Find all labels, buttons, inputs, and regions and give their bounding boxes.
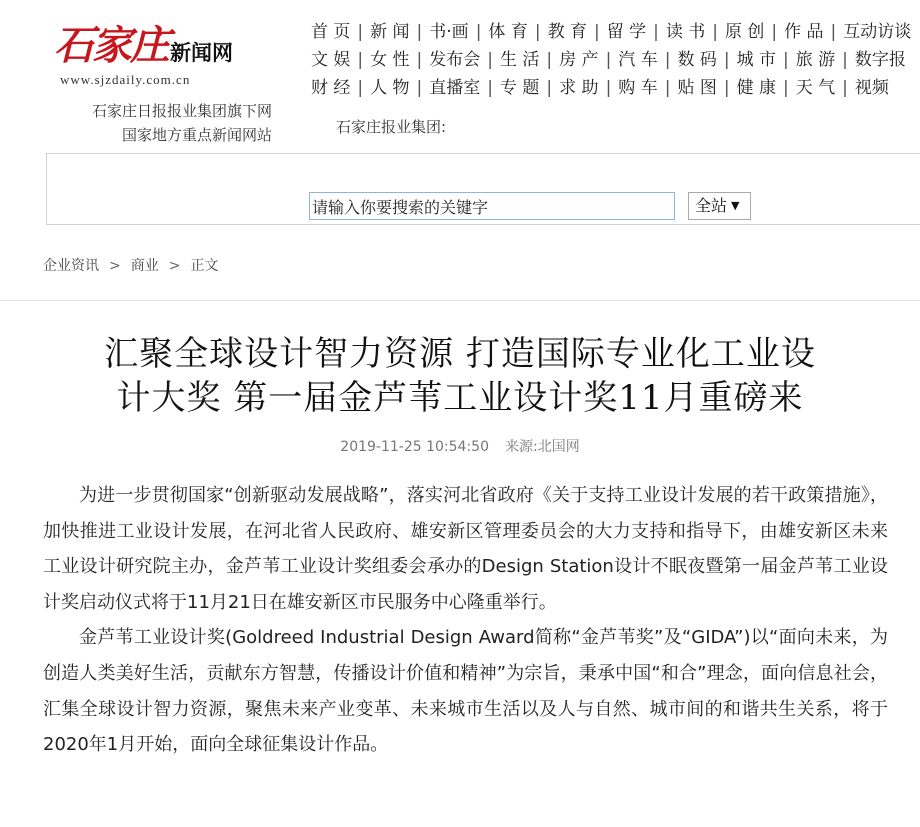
nav-separator: | xyxy=(664,78,671,98)
logo-cn-text: 石家庄 xyxy=(54,22,168,69)
nav-link[interactable]: 房 产 xyxy=(559,50,599,70)
nav-separator: | xyxy=(830,22,837,42)
breadcrumb-separator: > xyxy=(168,258,181,274)
nav-link[interactable]: 视频 xyxy=(854,78,889,98)
nav-link[interactable]: 新 闻 xyxy=(370,22,410,42)
site-tagline-group: 石家庄日报报业集团旗下网 xyxy=(91,102,272,120)
nav-link[interactable]: 数 码 xyxy=(677,50,717,70)
nav-separator: | xyxy=(475,22,482,42)
nav-link[interactable]: 贴 图 xyxy=(677,78,717,98)
nav-link[interactable]: 人 物 xyxy=(370,78,410,98)
search-input[interactable] xyxy=(309,192,675,220)
nav-separator: | xyxy=(416,78,423,98)
article-source: 来源:北国网 xyxy=(504,439,580,455)
article-datetime: 2019-11-25 10:54:50 xyxy=(340,439,489,455)
nav-separator: | xyxy=(546,78,553,98)
nav-link[interactable]: 体 育 xyxy=(488,22,528,42)
chevron-down-icon: ▼ xyxy=(731,199,740,212)
nav-link[interactable]: 购 车 xyxy=(618,78,658,98)
nav-separator: | xyxy=(782,50,789,70)
nav-link[interactable]: 数字报 xyxy=(854,50,906,70)
nav-separator: | xyxy=(487,78,494,98)
nav-link[interactable]: 天 气 xyxy=(795,78,836,98)
nav-separator: | xyxy=(842,78,848,98)
nav-link[interactable]: 发布会 xyxy=(429,50,481,70)
nav-separator: | xyxy=(664,50,671,70)
nav-separator: | xyxy=(723,78,730,98)
nav-separator: | xyxy=(653,22,659,42)
nav-link[interactable]: 教 育 xyxy=(547,22,587,42)
nav-link[interactable]: 财 经 xyxy=(311,78,351,98)
site-tagline-key: 国家地方重点新闻网站 xyxy=(121,126,272,144)
nav-link[interactable]: 女 性 xyxy=(370,50,410,70)
article-meta xyxy=(0,436,920,456)
breadcrumb-item-enterprise[interactable]: 企业资讯 xyxy=(43,258,99,274)
logo-news-text: 新闻网 xyxy=(170,41,233,65)
nav-link[interactable]: 汽 车 xyxy=(618,50,658,70)
nav-link[interactable]: 生 活 xyxy=(500,50,540,70)
nav-row-2 xyxy=(311,45,920,73)
nav-link[interactable]: 作 品 xyxy=(784,22,824,42)
nav-separator: | xyxy=(605,50,612,70)
nav-separator: | xyxy=(357,22,364,42)
nav-separator: | xyxy=(771,22,778,42)
nav-link[interactable]: 原 创 xyxy=(724,22,765,42)
article-title xyxy=(30,332,890,420)
breadcrumb-item-current: 正文 xyxy=(190,258,219,274)
nav-separator: | xyxy=(782,78,789,98)
nav-link[interactable]: 健 康 xyxy=(736,78,776,98)
article-title-line-2: 计大奖 第一届金芦苇工业设计奖11月重磅来 xyxy=(116,378,804,418)
nav-separator: | xyxy=(842,50,848,70)
nav-link[interactable]: 留 学 xyxy=(606,22,647,42)
nav-link[interactable]: 首 页 xyxy=(311,22,351,42)
nav-link[interactable]: 旅 游 xyxy=(795,50,836,70)
logo-mark xyxy=(54,14,233,71)
nav-separator: | xyxy=(712,22,718,42)
header-divider xyxy=(0,300,920,301)
nav-link[interactable]: 直播室 xyxy=(429,78,481,98)
article-paragraph: 金芦苇工业设计奖(Goldreed Industrial Design Award简称“金芦苇奖”及“GIDA”)以“面向未来，为创造人类美好生活，贡献东方智慧，传播设计价值和精神”为宗旨，秉承中国“和合”理念，面向信息社会，汇集全球设计智力资源，聚焦未来产业变革、未来城市生活以及人与自然、城市间的和谐共生关系，将于2020年1月开始，面向全球征集设计作品。 xyxy=(43,627,888,756)
nav-separator: | xyxy=(357,50,364,70)
nav-separator: | xyxy=(416,22,423,42)
nav-link[interactable]: 文 娱 xyxy=(311,50,351,70)
nav-link[interactable]: 互动访谈 xyxy=(843,22,912,42)
article-title-line-1: 汇聚全球设计智力资源 打造国际专业化工业设 xyxy=(104,334,816,374)
site-logo[interactable] xyxy=(54,14,274,94)
nav-separator: | xyxy=(723,50,730,70)
nav-link[interactable]: 求 助 xyxy=(559,78,599,98)
nav-separator: | xyxy=(593,22,600,42)
nav-link[interactable]: 城 市 xyxy=(736,50,776,70)
nav-link[interactable]: 书·画 xyxy=(429,22,469,42)
nav-link[interactable]: 专 题 xyxy=(500,78,540,98)
article-paragraph: 为进一步贯彻国家“创新驱动发展战略”，落实河北省政府《关于支持工业设计发展的若干政策措施》，加快推进工业设计发展，在河北省人民政府、雄安新区管理委员会的大力支持和指导下，由雄安新区未来工业设计研究院主办，金芦苇工业设计奖组委会承办的Design Station设计不眠夜暨第一届金芦苇工业设计奖启动仪式将于11月21日在雄安新区市民服务中心隆重举行。 xyxy=(43,485,888,613)
breadcrumb-separator: > xyxy=(109,258,121,274)
nav-separator: | xyxy=(416,50,423,70)
nav-separator: | xyxy=(605,78,612,98)
breadcrumb-item-business[interactable]: 商业 xyxy=(130,258,159,274)
main-nav xyxy=(311,17,920,101)
breadcrumb xyxy=(43,255,218,275)
nav-separator: | xyxy=(487,50,494,70)
group-label: 石家庄报业集团: xyxy=(336,118,447,136)
article-body xyxy=(43,478,888,763)
logo-url: www.sjzdaily.com.cn xyxy=(60,72,191,87)
nav-row-3 xyxy=(311,73,920,101)
nav-separator: | xyxy=(534,22,541,42)
nav-row-1 xyxy=(311,17,920,45)
nav-link[interactable]: 读 书 xyxy=(665,22,706,42)
search-scope-select[interactable] xyxy=(688,192,751,220)
nav-separator: | xyxy=(357,78,364,98)
search-scope-value: 全站 xyxy=(695,196,728,215)
nav-separator: | xyxy=(546,50,553,70)
